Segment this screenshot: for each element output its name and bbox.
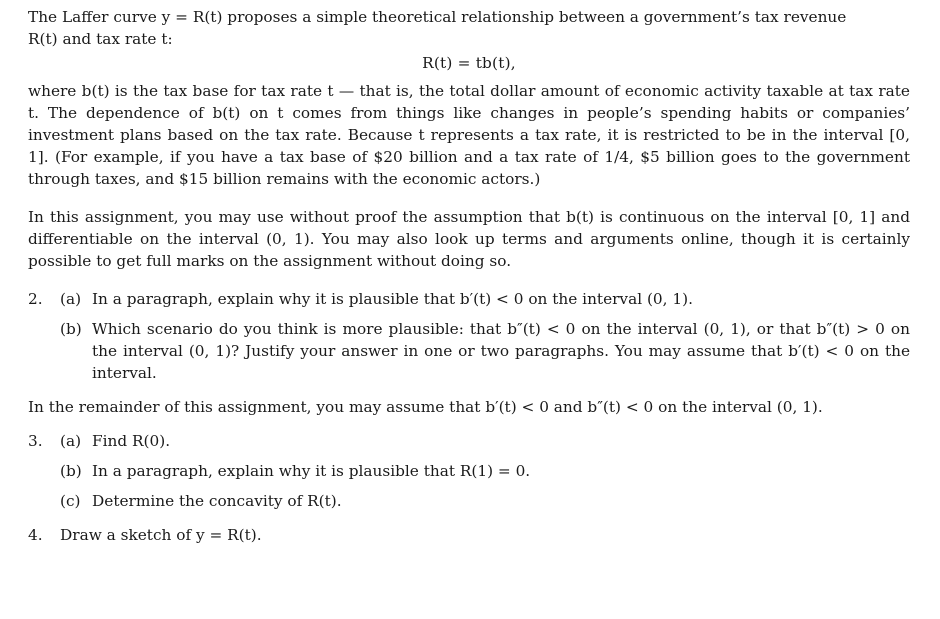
problem-3b-label: (b): [60, 462, 82, 480]
problem-2a-label: (a): [60, 290, 82, 308]
problem-3c-text: Determine the concavity of R(t).: [92, 492, 342, 510]
problem-3-number: 3.: [28, 432, 43, 450]
problem-3c: [60, 490, 910, 512]
problem-3c-label: (c): [60, 492, 81, 510]
problem-4-text: Draw a sketch of y = R(t).: [60, 526, 262, 544]
intro-line-2: R(t) and tax rate t:: [28, 30, 173, 48]
tax-base-paragraph: where b(t) is the tax base for tax rate t — that is, the total dollar amount of economic activity taxable at tax rate t. The dependence of b(t) on t comes from things like changes in people’s spending habits or companies’ investment plans based on the tax rate. Because t represents a tax rate, it is restricted to be in the interval [0, 1]. (For example, if you have a tax base of $20 billion and a tax rate of 1/4, $5 billion goes to the government through taxes, and $15 billion remains with the economic actors.): [28, 82, 910, 188]
assumptions-paragraph: In this assignment, you may use without proof the assumption that b(t) is continuous on the interval [0, 1] and differentiable on the interval (0, 1). You may also look up terms and arguments online, though it is certainly possible to get full marks on the assignment without doing so.: [28, 208, 910, 270]
problem-2b-text: Which scenario do you think is more plausible: that b″(t) < 0 on the interval (0, 1), or that b″(t) > 0 on the interval (0, 1)? Justify your answer in one or two paragraphs. You may assume that b′(t) < 0 on the interval.: [92, 320, 910, 382]
problem-3a-label: (a): [60, 432, 82, 450]
remainder-assumption: In the remainder of this assignment, you may assume that b′(t) < 0 and b″(t) < 0 on the interval (0, 1).: [28, 398, 823, 416]
problem-2a: [60, 288, 910, 310]
problem-2b: [60, 318, 910, 384]
problem-4-number: 4.: [28, 526, 43, 544]
problem-2-number: 2.: [28, 290, 43, 308]
problem-3b: [60, 460, 910, 482]
intro-line-1: The Laffer curve y = R(t) proposes a simple theoretical relationship between a government’s tax revenue: [28, 8, 847, 26]
problem-3a: [60, 430, 910, 452]
assignment-document: [28, 6, 910, 546]
problem-3: [28, 430, 910, 512]
problem-4: [28, 524, 910, 546]
problem-3a-text: Find R(0).: [92, 432, 171, 450]
problem-2: [28, 288, 910, 384]
problem-2b-label: (b): [60, 320, 82, 338]
laffer-equation: R(t) = tb(t),: [422, 54, 516, 72]
problem-3b-text: In a paragraph, explain why it is plausible that R(1) = 0.: [92, 462, 531, 480]
problem-2a-text: In a paragraph, explain why it is plausible that b′(t) < 0 on the interval (0, 1).: [92, 290, 693, 308]
